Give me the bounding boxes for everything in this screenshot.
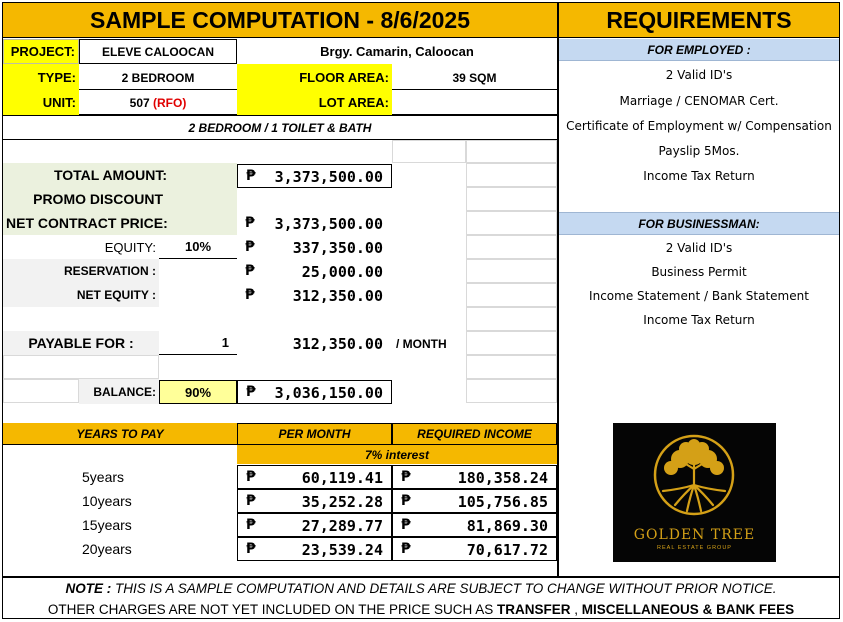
businessman-header: FOR BUSINESSMAN:: [559, 212, 839, 235]
peso-icon: ₱: [246, 493, 256, 509]
employed-header: FOR EMPLOYED :: [559, 39, 839, 61]
grid-cell: [466, 331, 557, 355]
required-income-cell: [392, 513, 557, 537]
net-contract-price-value: 3,373,500.00: [274, 215, 383, 233]
fee-transfer: TRANSFER: [497, 601, 571, 617]
equity-label: EQUITY:: [104, 239, 156, 255]
total-amount-value: 3,373,500.00: [274, 168, 383, 186]
floor-area-value: 39 SQM: [392, 66, 557, 90]
unit-status-tag: (RFO): [153, 96, 187, 110]
total-amount-label: TOTAL AMOUNT:: [3, 163, 237, 187]
grid-cell: [3, 379, 79, 403]
years-cell: 10years: [82, 493, 132, 509]
payable-for-label: PAYABLE FOR :: [3, 331, 159, 355]
project-label: PROJECT:: [3, 39, 79, 64]
total-amount-box: [237, 164, 392, 188]
requirement-item: 2 Valid ID's: [665, 241, 733, 255]
peso-icon: ₱: [401, 541, 411, 557]
per-month-value: 60,119.41: [301, 469, 383, 487]
years-cell: 20years: [82, 541, 132, 557]
project-value: ELEVE CALOOCAN: [79, 39, 237, 64]
fee-misc: MISCELLANEOUS: [581, 601, 699, 617]
unit-value: 507 (RFO): [79, 92, 237, 115]
grid-cell: [392, 140, 466, 163]
per-month-suffix: / MONTH: [396, 337, 447, 351]
floor-area-label: FLOOR AREA:: [237, 64, 392, 90]
balance-amount: 3,036,150.00: [274, 384, 383, 402]
requirement-item: Income Tax Return: [643, 169, 755, 183]
net-equity-label: NET EQUITY :: [3, 283, 159, 307]
logo-name: GOLDEN TREE: [633, 527, 756, 543]
grid-cell: [466, 140, 557, 163]
net-equity-amount: 312,350.00: [292, 287, 383, 305]
peso-icon: ₱: [245, 287, 255, 303]
grid-cell: [466, 307, 557, 331]
requirement-item: Marriage / CENOMAR Cert.: [619, 94, 779, 108]
peso-icon: ₱: [246, 469, 256, 485]
promo-discount-value: [237, 187, 392, 211]
type-label: TYPE:: [3, 64, 79, 90]
requirements-title: REQUIREMENTS: [559, 3, 839, 38]
equity-percent[interactable]: 10%: [159, 235, 237, 259]
peso-icon: ₱: [246, 384, 256, 400]
lot-area-value: [392, 92, 557, 115]
peso-icon: ₱: [245, 263, 255, 279]
project-location: Brgy. Camarin, Caloocan: [320, 44, 474, 59]
per-month-header: PER MONTH: [237, 423, 392, 445]
requirement-item: Income Statement / Bank Statement: [589, 289, 809, 303]
promo-discount-label: PROMO DISCOUNT: [3, 187, 237, 211]
logo-subtitle: REAL ESTATE GROUP: [657, 545, 732, 551]
unit-description: 2 BEDROOM / 1 TOILET & BATH: [3, 115, 557, 140]
lot-area-label: LOT AREA:: [237, 90, 392, 115]
required-income-value: 105,756.85: [457, 493, 548, 511]
net-contract-price-label: NET CONTRACT PRICE:: [3, 211, 237, 235]
monthly-equity-amount: 312,350.00: [292, 335, 383, 353]
peso-icon: ₱: [246, 541, 256, 557]
required-income-cell: [392, 489, 557, 513]
note-prefix: NOTE :: [65, 580, 112, 596]
requirement-item: Certificate of Employment w/ Compensation: [566, 119, 832, 133]
requirement-item: Payslip 5Mos.: [658, 144, 740, 158]
required-income-value: 81,869.30: [466, 517, 548, 535]
reservation-label: RESERVATION :: [3, 259, 159, 283]
required-income-cell: [392, 465, 557, 489]
balance-amount-box: [237, 380, 392, 404]
reservation-amount: 25,000.00: [301, 263, 383, 281]
fee-separator: ,: [574, 601, 579, 617]
type-value: 2 BEDROOM: [79, 66, 237, 90]
equity-amount: 337,350.00: [292, 239, 383, 257]
requirement-item: Business Permit: [651, 265, 747, 279]
interest-rate-label: 7% interest: [237, 445, 557, 464]
balance-percent[interactable]: 90%: [159, 380, 237, 404]
per-month-cell: [237, 489, 392, 513]
grid-cell: [3, 355, 159, 379]
fee-bank: BANK FEES: [716, 601, 795, 617]
years-cell: 5years: [82, 469, 125, 485]
charges-line: [3, 599, 839, 619]
years-cell: 15years: [82, 517, 132, 533]
grid-cell: [466, 379, 557, 403]
years-to-pay-header: YEARS TO PAY: [3, 423, 237, 445]
per-month-cell: [237, 465, 392, 489]
note-line: [3, 578, 839, 598]
years-divider: [3, 444, 237, 445]
peso-icon: ₱: [246, 168, 256, 184]
required-income-header: REQUIRED INCOME: [392, 423, 557, 445]
unit-label: UNIT:: [3, 90, 79, 115]
note-text: THIS IS A SAMPLE COMPUTATION AND DETAILS ARE SUBJECT TO CHANGE WITHOUT PRIOR NOTICE.: [114, 580, 777, 596]
per-month-cell: [237, 537, 392, 561]
grid-cell: [466, 187, 557, 211]
per-month-value: 23,539.24: [301, 541, 383, 559]
grid-cell: [466, 259, 557, 283]
charges-text: OTHER CHARGES ARE NOT YET INCLUDED ON THE PRICE SUCH AS: [47, 601, 494, 617]
peso-icon: ₱: [401, 469, 411, 485]
peso-icon: ₱: [245, 239, 255, 255]
peso-icon: ₱: [245, 215, 255, 231]
fee-separator: &: [702, 601, 713, 617]
per-month-cell: [237, 513, 392, 537]
grid-cell: [466, 283, 557, 307]
payable-for-months[interactable]: 1: [159, 331, 237, 355]
grid-cell: [466, 163, 557, 187]
peso-icon: ₱: [401, 493, 411, 509]
company-logo: [613, 423, 776, 562]
per-month-value: 27,289.77: [301, 517, 383, 535]
balance-label: BALANCE:: [79, 379, 159, 404]
required-income-value: 180,358.24: [457, 469, 548, 487]
peso-icon: ₱: [246, 517, 256, 533]
grid-cell: [466, 235, 557, 259]
page-title: SAMPLE COMPUTATION - 8/6/2025: [3, 3, 557, 38]
required-income-value: 70,617.72: [466, 541, 548, 559]
per-month-value: 35,252.28: [301, 493, 383, 511]
peso-icon: ₱: [401, 517, 411, 533]
required-income-cell: [392, 537, 557, 561]
requirement-item: 2 Valid ID's: [665, 68, 733, 82]
grid-cell: [466, 355, 557, 379]
grid-cell: [466, 211, 557, 235]
requirement-item: Income Tax Return: [643, 313, 755, 327]
